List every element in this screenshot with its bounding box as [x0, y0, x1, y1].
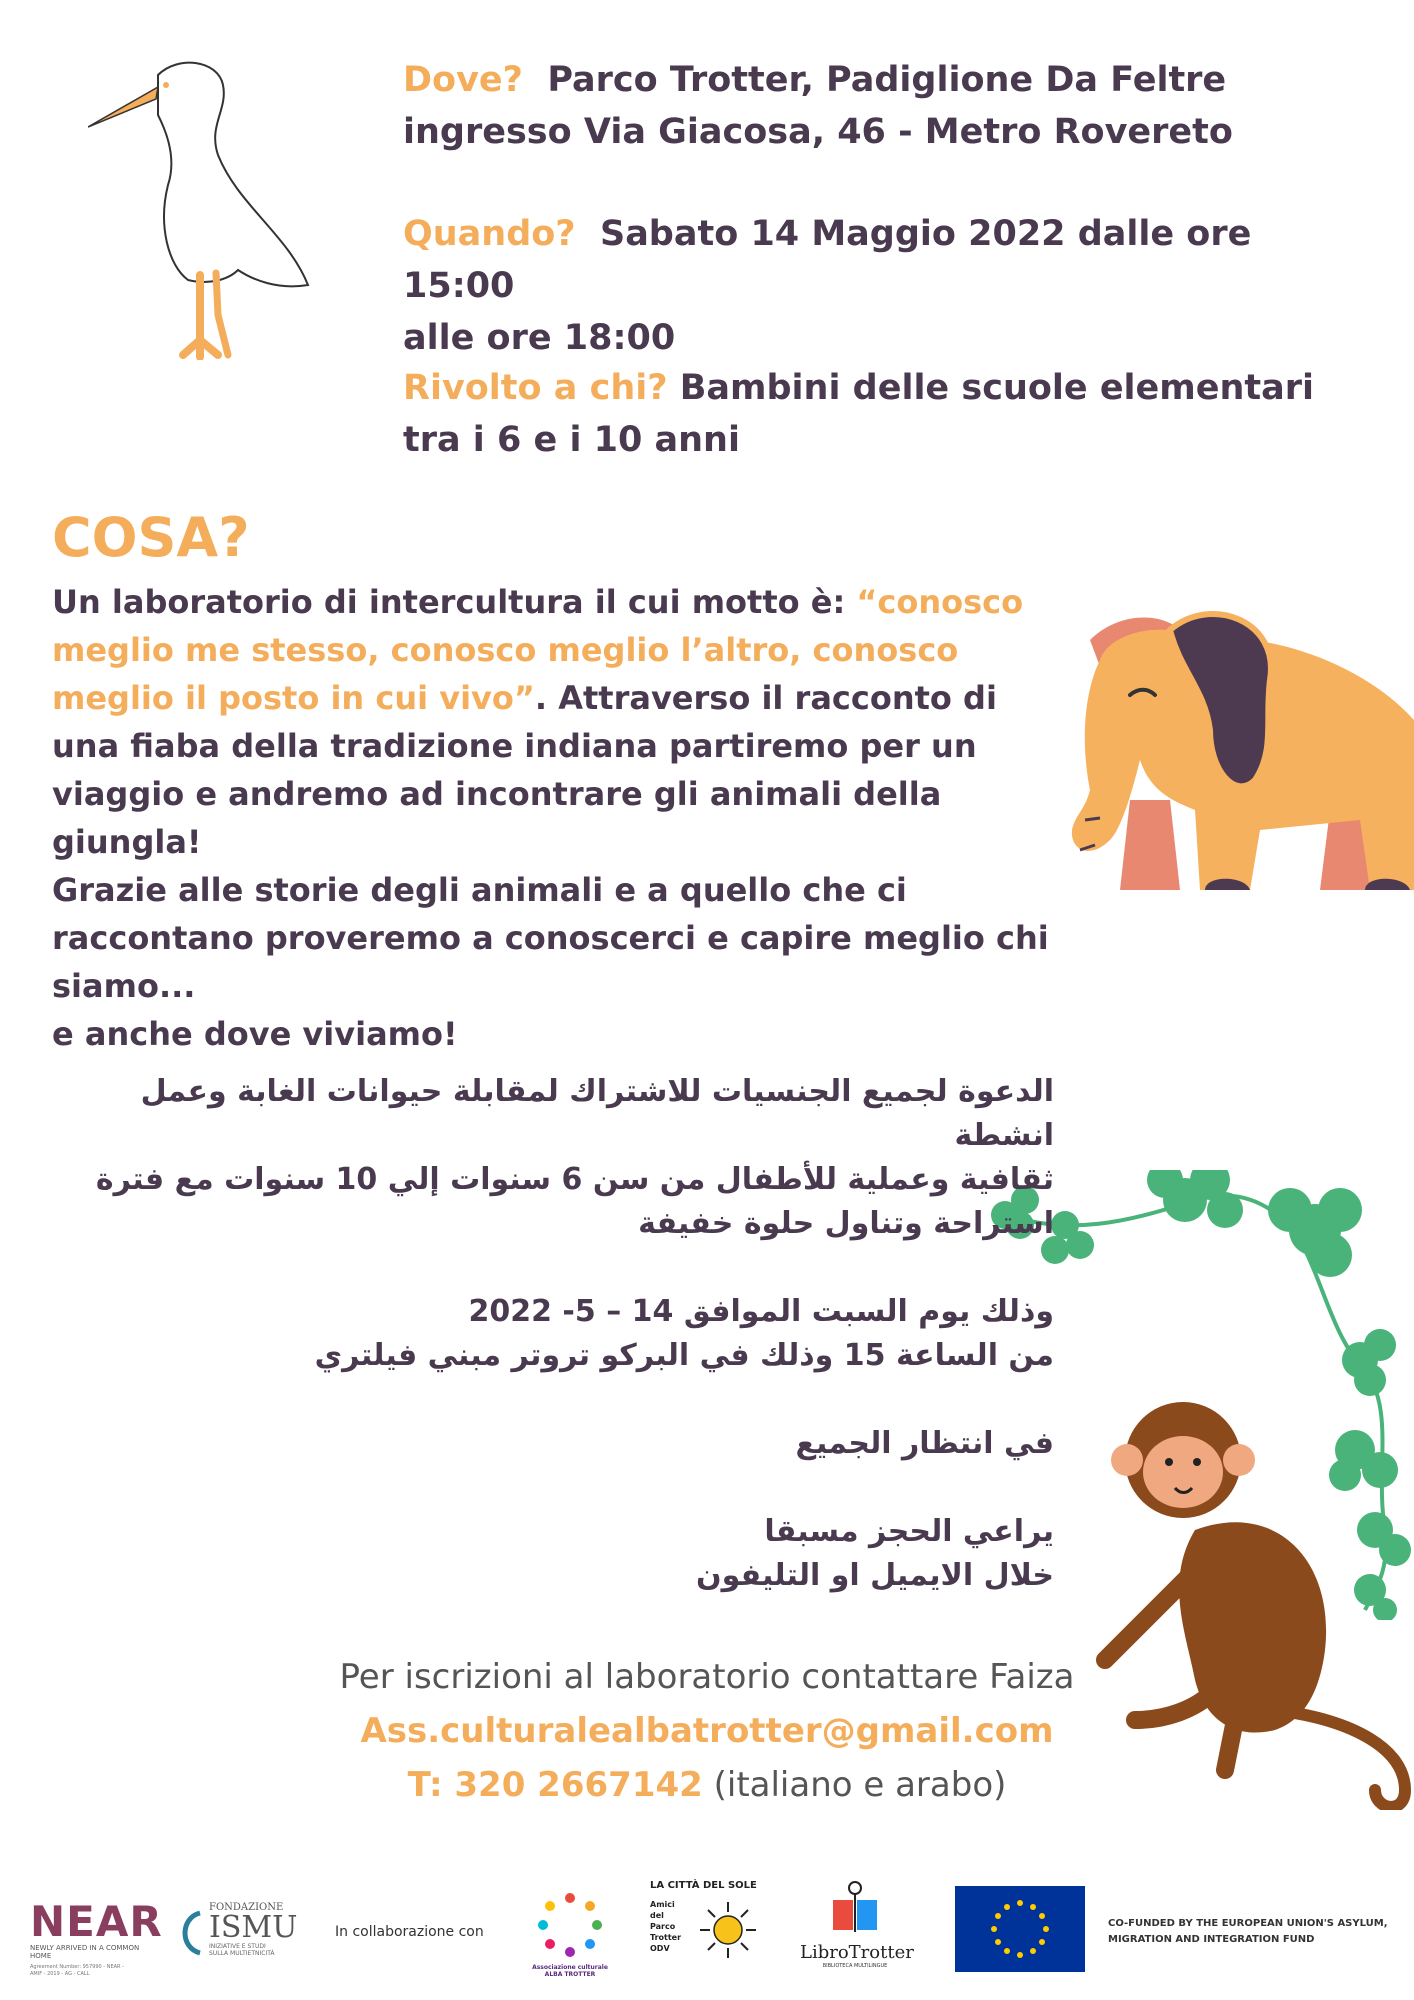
arabic-p1-l2: ثقافية وعملية للأطفال من سن 6 سنوات إلي 10 سنوات مع فترة — [95, 1162, 1054, 1197]
contact-phone[interactable]: T: 320 2667142 — [407, 1765, 703, 1805]
who-line1: Bambini delle scuole elementari — [679, 368, 1315, 408]
eu-stars-icon — [955, 1886, 1085, 1972]
where-line1: Parco Trotter, Padiglione Da Feltre — [547, 60, 1227, 100]
amici-text: Amici del Parco Trotter ODV — [650, 1900, 682, 1953]
librotrotter-logo — [800, 1880, 914, 1969]
alba-name: Associazione culturale — [532, 1964, 608, 1971]
sun-icon — [698, 1900, 758, 1960]
cosa-motto: “conosco meglio me stesso, conosco meglio l’altro, conosco meglio il posto in cui vivo” — [52, 583, 1024, 717]
near-logo-text: NEAR — [30, 1897, 163, 1946]
cosa-rest2: Grazie alle storie degli animali e a quello che ci raccontano proveremo a conoscerci e capire meglio chi siamo... — [52, 871, 1049, 1005]
ismu-name: ISMU — [209, 1910, 298, 1945]
ismu-emblem-icon — [175, 1908, 205, 1958]
cosa-intro: Un laboratorio di intercultura il cui motto è: — [52, 583, 857, 621]
who-label: Rivolto a chi? — [403, 368, 668, 408]
ismu-top: FONDAZIONE — [209, 1902, 284, 1913]
citta-title: LA CITTÀ DEL SOLE — [650, 1880, 757, 1891]
ismu-logo — [175, 1902, 297, 1957]
libro-name: LibroTrotter — [800, 1942, 914, 1963]
stork-illustration — [88, 55, 318, 360]
arabic-p4-l2: خلال الايميل او التليفون — [695, 1558, 1054, 1593]
contact-line1: Per iscrizioni al laboratorio contattare Faiza — [339, 1657, 1075, 1697]
info-when — [403, 208, 1363, 364]
near-logo — [30, 1897, 163, 1978]
collab-label: In collaborazione con — [335, 1924, 484, 1940]
cosa-rest1: . Attraverso il racconto di una fiaba della tradizione indiana partiremo per un viaggio e andremo ad incontrare gli animali della giungla! — [52, 679, 997, 861]
elephant-illustration — [1060, 600, 1414, 910]
arabic-p4-l1: يراعي الحجز مسبقا — [764, 1514, 1054, 1549]
people-circle-icon — [535, 1890, 605, 1960]
near-logo-sub: NEWLY ARRIVED IN A COMMON HOME — [30, 1944, 140, 1960]
where-line2: ingresso Via Giacosa, 46 - Metro Rovereto — [403, 112, 1233, 152]
cosa-body — [52, 578, 1052, 1058]
cosa-rest3: e anche dove viviamo! — [52, 1015, 458, 1053]
contact-block — [0, 1650, 1414, 1812]
arabic-p1-l3: استراحة وتناول حلوة خفيفة — [638, 1206, 1054, 1241]
info-who — [403, 362, 1363, 466]
contact-phone-note: (italiano e arabo) — [702, 1765, 1007, 1805]
cosa-title: COSA? — [52, 506, 250, 569]
arabic-p2-l2: من الساعة 15 وذلك في البركو تروتر مبني فيلتري — [314, 1338, 1054, 1373]
when-line1: Sabato 14 Maggio 2022 dalle ore 15:00 — [403, 214, 1252, 306]
when-label: Quando? — [403, 214, 576, 254]
footer-logos — [0, 1880, 1414, 1990]
arabic-p2-l1: وذلك يوم السبت الموافق 14 – 5- 2022 — [468, 1294, 1054, 1329]
ismu-sub1: INIZIATIVE E STUDI — [209, 1943, 266, 1950]
eu-text2: MIGRATION AND INTEGRATION FUND — [1108, 1934, 1315, 1945]
where-label: Dove? — [403, 60, 523, 100]
arabic-p3-l1: في انتظار الجميع — [795, 1426, 1054, 1461]
arabic-p1-l1: الدعوة لجميع الجنسيات للاشتراك لمقابلة حيوانات الغابة وعمل انشطة — [140, 1074, 1054, 1153]
alba-trotter-logo — [530, 1890, 610, 1978]
near-logo-agreement: Agreement Number: 957990 - NEAR - AMIF - 2019 - AG - CALL — [30, 1964, 124, 1977]
eu-text1: CO-FUNDED BY THE EUROPEAN UNION'S ASYLUM, — [1108, 1918, 1388, 1929]
eu-caption — [1108, 1916, 1388, 1948]
book-icon — [825, 1880, 885, 1938]
ismu-sub2: SULLA MULTIETNICITÀ — [209, 1950, 275, 1957]
when-line2: alle ore 18:00 — [403, 318, 676, 358]
eu-flag — [955, 1886, 1085, 1972]
alba-name2: ALBA TROTTER — [544, 1971, 596, 1978]
who-line2: tra i 6 e i 10 anni — [403, 420, 740, 460]
libro-sub: BIBLIOTECA MULTILINGUE — [822, 1963, 888, 1969]
arabic-section — [54, 1070, 1054, 1598]
info-where — [403, 54, 1363, 158]
contact-email[interactable]: Ass.culturalealbatrotter@gmail.com — [360, 1711, 1054, 1751]
citta-del-sole-logo — [650, 1880, 765, 1954]
